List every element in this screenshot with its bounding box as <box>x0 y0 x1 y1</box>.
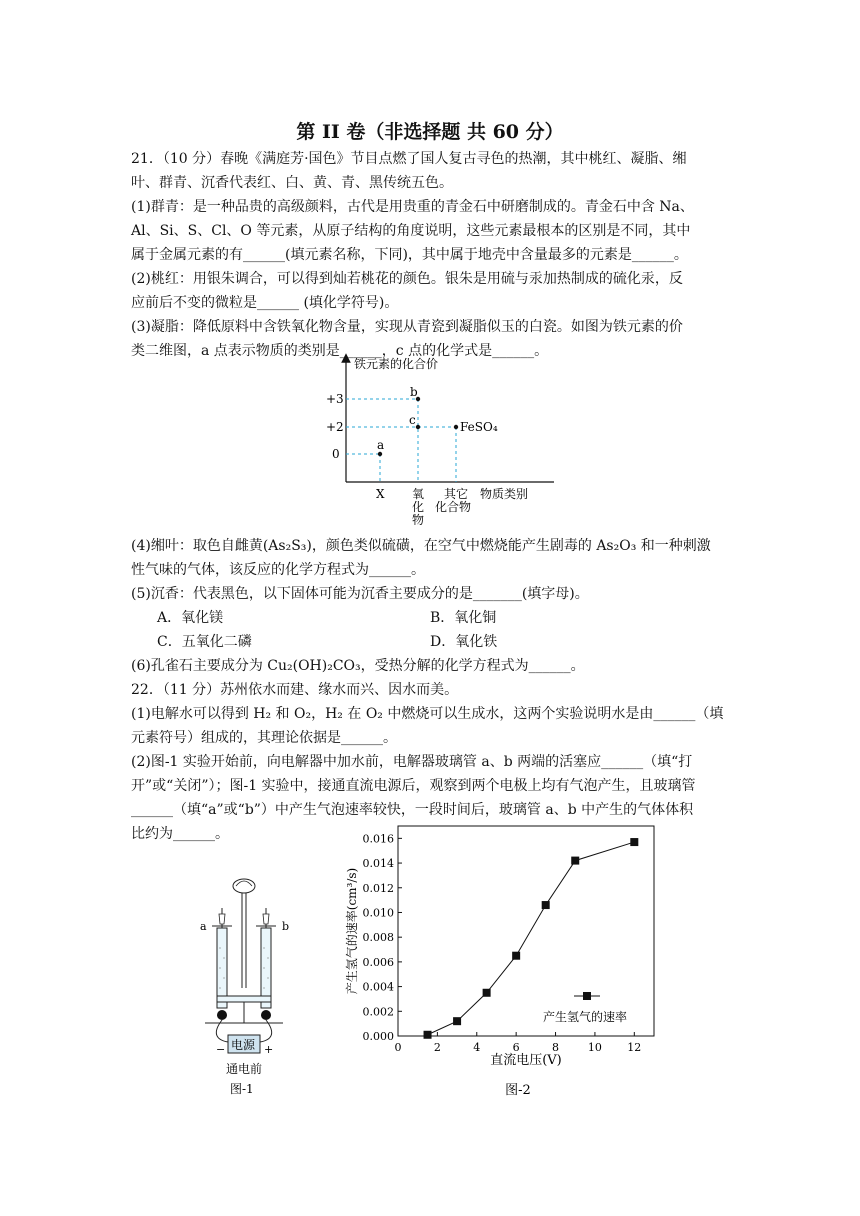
power-label: 电源 <box>231 1038 256 1052</box>
x-axis-label: 直流电压(V) <box>490 1053 562 1068</box>
q21-line-9: 类二维图，a 点表示物质的类别是______，c 点的化学式是______。 <box>131 343 549 359</box>
q22-line-2: (1)电解水可以得到 H₂ 和 O₂，H₂ 在 O₂ 中燃烧可以生成水，这两个实验说明水是由______（填 <box>131 706 724 722</box>
point-c <box>416 425 420 429</box>
point-feso4 <box>454 425 458 429</box>
y-tick-label: 0.010 <box>362 906 394 920</box>
point-a <box>378 452 382 456</box>
q21-line-5: 属于金属元素的有______(填元素名称，下同)，其中属于地壳中含量最多的元素是______。 <box>131 247 688 263</box>
figure-2-caption: 图-2 <box>505 1083 531 1098</box>
iron-valence-diagram <box>320 352 560 532</box>
q21-line-1: 21．（10 分）春晚《满庭芳·国色》节目点燃了国人复古寻色的热潮，其中桃红、凝脂、缃 <box>131 151 687 167</box>
plus-sign: + <box>264 1043 274 1056</box>
q21-line-12: (5)沉香：代表黑色，以下固体可能为沉香主要成分的是_______(填字母)。 <box>131 586 589 602</box>
label-c: c <box>409 413 416 427</box>
x-tick-label: 2 <box>433 1041 441 1054</box>
q22-line-7: 比约为______。 <box>131 826 229 842</box>
xtick-other-2: 化合物 <box>435 500 472 514</box>
y-tick-label: 0.012 <box>362 881 394 895</box>
legend-marker <box>583 992 591 1000</box>
q22-line-5: 开”或“关闭”）；图-1 实验中，接通直流电源后，观察到两个电极上均有气泡产生，且玻璃管 <box>131 778 696 794</box>
tick-plus3: +3 <box>326 392 344 406</box>
x-tick-label: 10 <box>587 1041 602 1054</box>
q21-line-2: 叶、群青、沉香代表红、白、黄、青、黑传统五色。 <box>131 175 453 191</box>
q21-line-8: (3)凝脂：降低原料中含铁氧化物含量，实现从青瓷到凝脂似玉的白瓷。如图为铁元素的价 <box>131 319 683 335</box>
xtick-x: X <box>376 487 385 501</box>
option-a: A．氧化镁 <box>157 610 224 626</box>
minus-sign: − <box>216 1043 226 1056</box>
before-current-label: 通电前 <box>226 1062 263 1076</box>
xtick-oxide-3: 物 <box>412 513 425 527</box>
y-tick-label: 0.002 <box>362 1005 394 1019</box>
data-point <box>542 901 550 909</box>
option-d: D．氧化铁 <box>430 634 498 650</box>
y-tick-label: 0.006 <box>362 955 394 969</box>
option-b: B．氧化铜 <box>430 610 497 626</box>
q21-line-13: (6)孔雀石主要成分为 Cu₂(OH)₂CO₃，受热分解的化学方程式为______。 <box>131 658 585 674</box>
q22-line-4: (2)图-1 实验开始前，向电解器中加水前，电解器玻璃管 a、b 两端的活塞应______（填“打 <box>131 754 693 770</box>
x-tick-label: 4 <box>473 1041 481 1054</box>
x-tick-label: 8 <box>552 1041 560 1054</box>
section-title: 第 II 卷（非选择题 共 60 分） <box>296 121 564 143</box>
q22-line-1: 22．（11 分）苏州依水而建、缘水而兴、因水而美。 <box>131 682 459 698</box>
label-b: b <box>410 385 418 399</box>
data-point <box>512 952 520 960</box>
y-axis-label: 产生氢气的速率(cm³/s) <box>345 867 359 995</box>
y-tick-label: 0.016 <box>362 832 394 846</box>
tick-plus2: +2 <box>326 420 344 434</box>
y-tick-label: 0.008 <box>362 931 394 945</box>
q21-line-3: (1)群青：是一种品贵的高级颜料，古代是用贵重的青金石中研磨制成的。青金石中含 Na、 <box>131 199 694 215</box>
series-line <box>428 842 635 1035</box>
tube-a-label: a <box>200 920 207 933</box>
q21-line-7: 应前后不变的微粒是______ (填化学符号)。 <box>131 295 399 311</box>
tube-b-label: b <box>282 920 290 933</box>
y-tick-label: 0.004 <box>362 980 394 994</box>
y-tick-label: 0.000 <box>362 1030 394 1043</box>
option-c: C．五氧化二磷 <box>157 634 252 650</box>
xtick-oxide-1: 氧 <box>412 487 425 501</box>
label-feso4: FeSO₄ <box>460 420 498 434</box>
q21-line-10: (4)缃叶：取色自雌黄(As₂S₃)，颜色类似硫磺，在空气中燃烧能产生剧毒的 As₂O₃ 和一种刺激 <box>131 538 711 554</box>
data-point <box>453 1017 461 1025</box>
label-a: a <box>377 438 385 452</box>
figure-1-caption: 图-1 <box>230 1082 254 1096</box>
electrolysis-apparatus <box>190 868 310 1098</box>
q22-line-3: 元素符号）组成的，其理论依据是______。 <box>131 730 397 746</box>
y-axis-title: 铁元素的化合价 <box>354 357 439 371</box>
legend-label: 产生氢气的速率 <box>543 1010 628 1024</box>
data-point <box>630 838 638 846</box>
tick-zero: 0 <box>332 447 340 461</box>
x-tick-label: 6 <box>512 1041 520 1054</box>
x-tick-label: 0 <box>394 1041 402 1054</box>
data-point <box>483 989 491 997</box>
plot-frame <box>398 826 654 1036</box>
q21-line-11: 性气味的气体，该反应的化学方程式为______。 <box>131 562 425 578</box>
x-axis-title: 物质类别 <box>480 487 529 501</box>
x-tick-label: 12 <box>627 1041 642 1054</box>
y-tick-label: 0.014 <box>362 857 394 871</box>
xtick-oxide-2: 化 <box>412 500 425 514</box>
data-point <box>424 1031 432 1039</box>
hydrogen-rate-chart <box>330 818 680 1108</box>
xtick-other-1: 其它 <box>444 487 469 501</box>
q21-line-6: (2)桃红：用银朱调合，可以得到灿若桃花的颜色。银朱是用硫与汞加热制成的硫化汞，反 <box>131 271 683 287</box>
q21-line-4: Al、Si、S、Cl、O 等元素，从原子结构的角度说明，这些元素最根本的区别是不同，其中 <box>131 223 691 239</box>
q22-line-6: ______（填“a”或“b”）中产生气泡速率较快，一段时间后，玻璃管 a、b 中产生的气体体积 <box>131 802 694 818</box>
data-point <box>571 857 579 865</box>
